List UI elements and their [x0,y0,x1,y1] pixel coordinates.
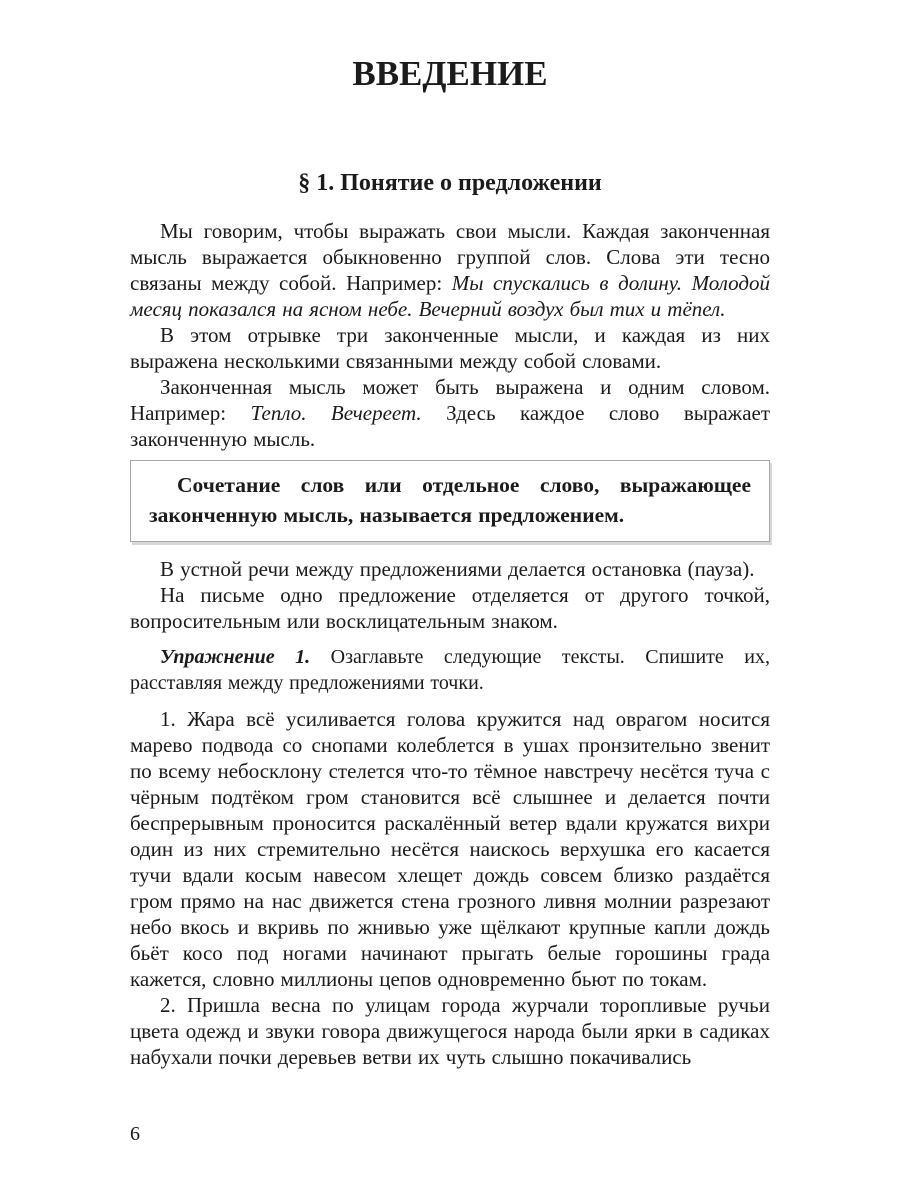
exercise-1-heading [130,644,770,696]
paragraph-single-word [130,374,770,452]
definition-text: Сочетание слов или отдельное слово, выражающее законченную мысль, называется предложением. [149,473,751,527]
paragraph-single-word-lead: Законченная мысль может быть выражена и одним словом. Например: [130,375,770,425]
paragraph-single-word-tail: Здесь каждое слово выражает законченную мысль. [130,401,771,451]
paragraph-oral-speech: В устной речи между предложениями делается остановка (пауза). [160,557,755,581]
text-column [130,0,770,1070]
paragraph-excerpt-analysis: В этом отрывке три законченные мысли, и каждая из них выражена несколькими связанными между собой словами. [130,323,770,373]
paragraph-speech-thoughts [130,218,770,322]
exercise-1-instructions: Озаглавьте следующие тексты. Спишите их, расставляя между предложениями точки. [130,646,770,694]
exercise-1-text-1: 1. Жара всё усиливается голова кружится над оврагом носится марево подвода со снопами колеблется в ушах пронзительно звенит по всему небосклону стелется что-то тёмное навстречу несётся туча с чёрным подтёком гром становится всё слышнее и делается почти беспрерывным проносится раскалённый ветер вдали кружатся вихри один из них стремительно несётся наискось верхушка его касается тучи вдали косым навесом хлещет дождь совсем близко раздаётся гром прямо на нас движется стена грозного ливня молнии разрезают небо вкось и вкривь по жнивью уже щёлкают крупные капли дождь бьёт косо под ногами начинают прыгать белые горошины града кажется, словно миллионы цепов одновременно бьют по токам. [130,707,770,991]
exercise-1-text-2: 2. Пришла весна по улицам города журчали торопливые ручьи цвета одежд и звуки говора движущегося народа были ярки в садиках набухали почки деревьев ветви их чуть слышно покачивались [130,993,770,1069]
exercise-1-label: Упражнение 1. [160,646,311,668]
paragraph-speech-thoughts-example: Мы спускались в долину. Молодой месяц показался на ясном небе. Вечерний воздух был тих и тёпел. [130,271,771,321]
paragraph-single-word-example: Тепло. Вечереет. [250,401,422,425]
page-number: 6 [130,1123,140,1145]
paragraph-speech-thoughts-lead: Мы говорим, чтобы выражать свои мысли. Каждая законченная мысль выражается обыкновенно группой слов. Слова эти тесно связаны между собой. Например: [130,219,770,295]
definition-box [130,460,770,542]
paragraph-written-speech: На письме одно предложение отделяется от другого точкой, вопросительным или восклицательным знаком. [130,583,770,633]
page-title: ВВЕДЕНИЕ [352,54,548,93]
section-heading: § 1. Понятие о предложении [298,170,602,196]
